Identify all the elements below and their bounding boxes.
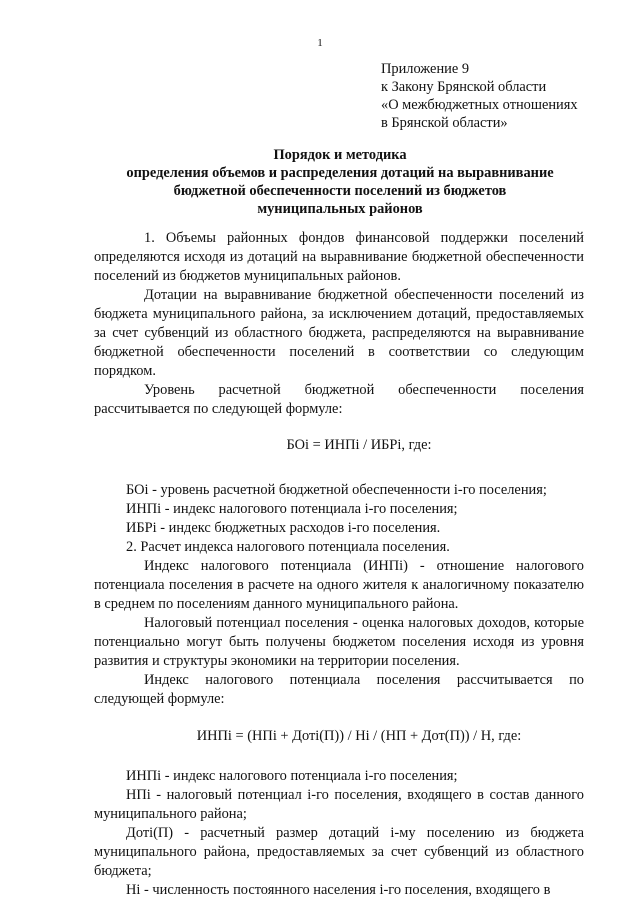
- definition: ИБРi - индекс бюджетных расходов i-го поселения.: [126, 520, 441, 536]
- document-body: [94, 229, 584, 900]
- paragraph: Дотации на выравнивание бюджетной обеспеченности поселений из бюджета муниципального района, за исключением дотаций, предоставляемых за счет субвенций из областного бюджета, распределяются на выравнивание бюджетной обеспеченности поселений в соответствии со следующим порядком.: [94, 287, 584, 379]
- definition: Нi - численность постоянного населения i-го поселения, входящего в: [126, 882, 551, 898]
- appendix-line: «О межбюджетных отношениях: [381, 97, 578, 113]
- page-number: 1: [317, 37, 323, 49]
- paragraph: 1. Объемы районных фондов финансовой поддержки поселений определяются исходя из дотаций на выравнивание бюджетной обеспеченности поселений из бюджетов муниципальных районов.: [94, 230, 584, 284]
- title-line: бюджетной обеспеченности поселений из бюджетов: [173, 183, 507, 199]
- paragraph: Налоговый потенциал поселения - оценка налоговых доходов, которые потенциально могут быть получены бюджетом поселения исходя из уровня развития и структуры экономики на территории поселения.: [94, 615, 584, 669]
- paragraph: Индекс налогового потенциала поселения рассчитывается по следующей формуле:: [94, 672, 584, 707]
- paragraph: Индекс налогового потенциала (ИНПi) - отношение налогового потенциала поселения в расчете на одного жителя к аналогичному показателю в среднем по поселениям данного муниципального района.: [94, 558, 584, 612]
- formula: БОi = ИНПi / ИБРi, где:: [286, 437, 432, 453]
- definition: ИНПi - индекс налогового потенциала i-го поселения;: [126, 501, 458, 517]
- definition: Дотi(П) - расчетный размер дотаций i-му поселению из бюджета муниципального района, предоставляемых за счет субвенций из областного бюджета;: [94, 825, 584, 879]
- definition: НПi - налоговый потенциал i-го поселения, входящего в состав данного муниципального района;: [94, 787, 584, 822]
- definition: ИНПi - индекс налогового потенциала i-го поселения;: [126, 768, 458, 784]
- document-title: [110, 146, 570, 218]
- paragraph: Уровень расчетной бюджетной обеспеченности поселения рассчитывается по следующей формуле:: [94, 382, 584, 417]
- appendix-line: к Закону Брянской области: [381, 79, 547, 95]
- formula: ИНПi = (НПi + Дотi(П)) / Нi / (НП + Дот(П)) / Н, где:: [196, 728, 522, 744]
- definition: БОi - уровень расчетной бюджетной обеспеченности i-го поселения;: [126, 482, 547, 498]
- appendix-header: [381, 60, 578, 132]
- appendix-line: в Брянской области»: [381, 115, 508, 131]
- title-line: определения объемов и распределения дотаций на выравнивание: [126, 165, 554, 181]
- appendix-line: Приложение 9: [381, 61, 470, 77]
- title-line: муниципальных районов: [257, 201, 423, 217]
- title-line: Порядок и методика: [273, 147, 407, 163]
- section-heading: 2. Расчет индекса налогового потенциала поселения.: [126, 539, 450, 555]
